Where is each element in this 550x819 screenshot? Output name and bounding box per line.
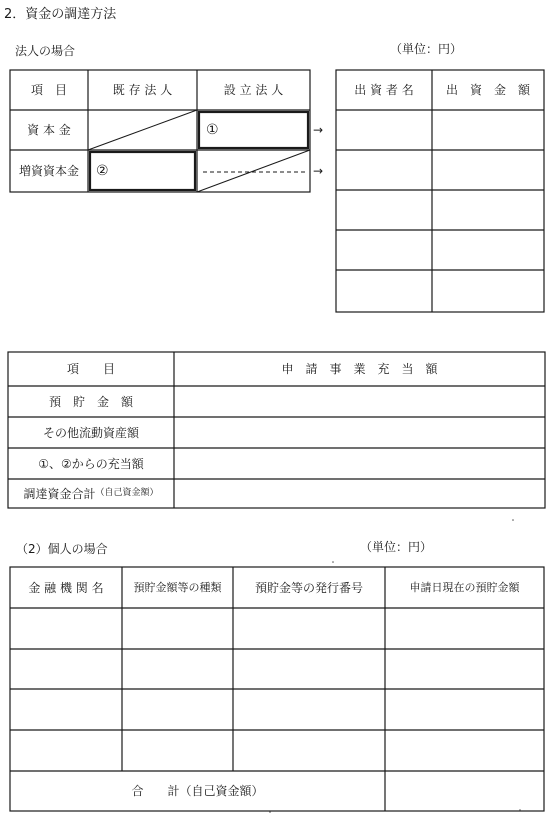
header-established-corp: 設 立 法 人 [223, 83, 284, 97]
marker-2: ② [96, 163, 109, 179]
marker-1: ① [206, 122, 219, 138]
allocation-row-savings: 預 貯 金 額 [48, 394, 133, 409]
header-issue-number: 預貯金等の発行番号 [254, 580, 363, 595]
header-bank-name: 金 融 機 関 名 [28, 580, 104, 595]
allocation-total-label: 調達資金合計 [23, 486, 96, 501]
header-deposit-type: 預貯金額等の種類 [133, 581, 222, 594]
header-investment-amount: 出 資 金 額 [445, 83, 530, 97]
corporate-unit: （単位：円） [390, 42, 463, 56]
arrow-right-icon: → [313, 123, 324, 137]
header-investor-name: 出 資 者 名 [354, 83, 414, 97]
allocation-header-item: 項 目 [66, 362, 115, 376]
row-capital-label: 資 本 金 [27, 123, 71, 137]
header-existing-corp: 既 存 法 人 [112, 83, 173, 97]
header-balance: 申請日現在の預貯金額 [409, 581, 520, 594]
allocation-row-from-1-2: ①、②からの充当額 [38, 456, 144, 471]
corporate-heading: 法人の場合 [15, 44, 76, 58]
section-title: 2．資金の調達方法 [4, 7, 117, 22]
allocation-row-total [8, 479, 174, 508]
allocation-header-amount: 申 請 事 業 充 当 額 [281, 362, 438, 376]
header-item: 項 目 [30, 83, 67, 97]
allocation-row-other-assets: その他流動資産額 [42, 425, 139, 440]
row-increase-label: 増資資本金 [18, 164, 79, 178]
arrow-right-icon: → [313, 164, 324, 178]
allocation-total-note: （自己資金額） [95, 488, 159, 498]
individual-unit: （単位：円） [360, 540, 433, 554]
individual-total-label: 合 計（自己資金額） [131, 784, 264, 798]
individual-heading: （2）個人の場合 [16, 542, 108, 556]
